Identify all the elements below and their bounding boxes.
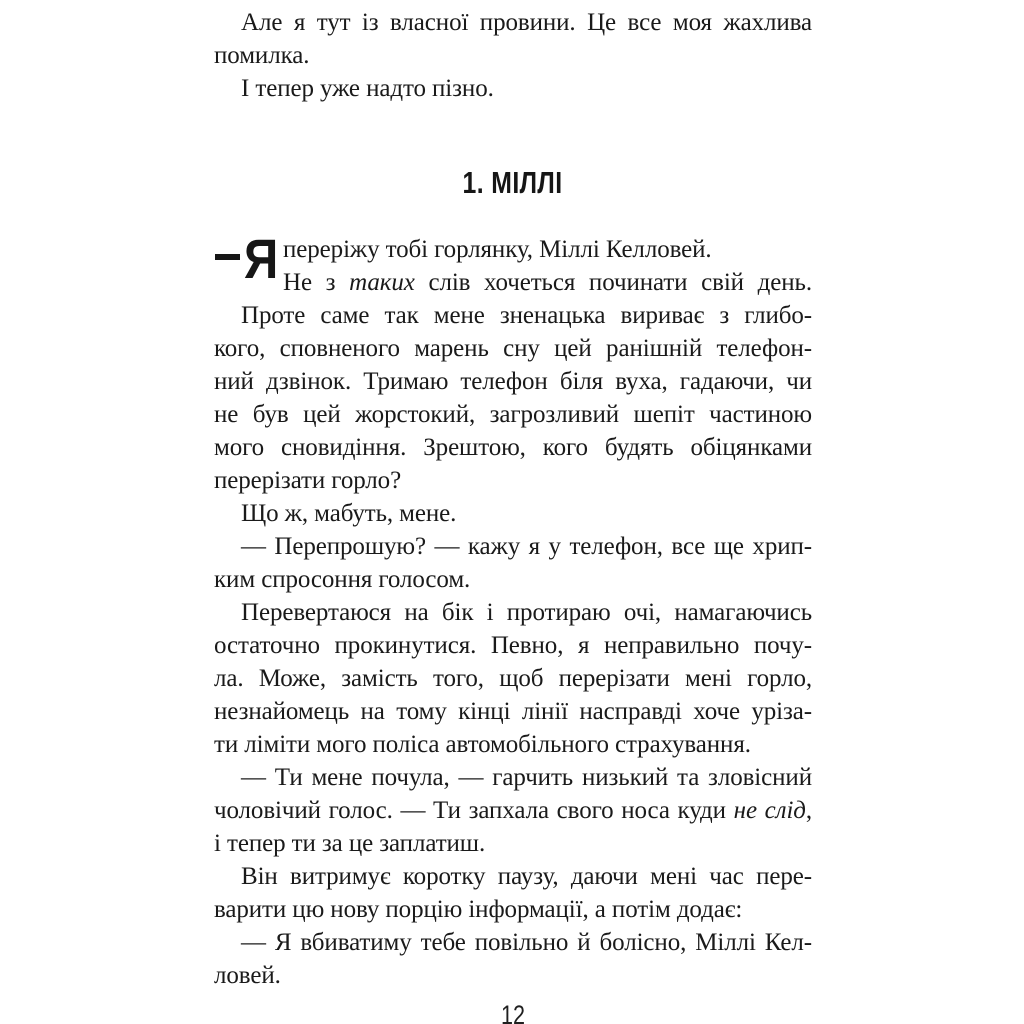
text-segment: — Ти мене почула, — гарчить низький та зловісний xyxy=(241,764,812,791)
text-line xyxy=(214,39,812,72)
text-line xyxy=(214,464,812,497)
text-line xyxy=(214,959,812,992)
text-line xyxy=(214,332,812,365)
text-line xyxy=(214,497,812,530)
main-text-block xyxy=(214,299,812,992)
text-line xyxy=(214,761,812,794)
text-line xyxy=(283,266,812,299)
text-segment: кого, сповненого марень сну цей ранішній телефон- xyxy=(214,335,812,362)
text-segment: Проте саме так мене зненацька вириває з глибо- xyxy=(241,302,812,329)
text-segment: Він витримує коротку паузу, даючи мені час пере- xyxy=(241,863,812,890)
text-segment: ким спросоння голосом. xyxy=(214,566,471,593)
em-dash xyxy=(215,254,240,260)
text-line xyxy=(214,728,812,761)
text-line xyxy=(214,6,812,39)
text-line xyxy=(214,695,812,728)
text-line xyxy=(214,629,812,662)
text-segment: Але я тут із власної провини. Це все моя жахлива xyxy=(241,9,812,36)
text-line xyxy=(214,431,812,464)
text-segment: не був цей жорстокий, загрозливий шепіт частиною xyxy=(214,401,812,428)
text-line xyxy=(214,893,812,926)
text-line xyxy=(214,827,812,860)
top-paragraph-block xyxy=(214,6,812,105)
chapter-heading xyxy=(214,166,812,200)
text-line xyxy=(214,662,812,695)
text-segment: перерізати горло? xyxy=(214,467,402,494)
text-segment: переріжу тобі горлянку, Міллі Келловей. xyxy=(283,236,712,263)
chapter-heading-text: 1. МІЛЛІ xyxy=(462,165,564,200)
text-line xyxy=(214,299,812,332)
text-segment: слів хочеться починати свій день. xyxy=(414,269,812,296)
text-segment: ний дзвінок. Тримаю телефон біля вуха, гадаючи, чи xyxy=(214,368,812,395)
text-line xyxy=(214,596,812,629)
text-segment: Не з xyxy=(283,269,350,296)
text-line xyxy=(214,860,812,893)
text-segment: варити цю нову порцію інформації, а потім додає: xyxy=(214,896,743,923)
text-segment: — Я вбиватиму тебе повільно й болісно, Міллі Кел- xyxy=(241,929,812,956)
page-number-text: 12 xyxy=(500,1000,526,1024)
italic-text-segment: не слід xyxy=(733,797,806,824)
text-line xyxy=(214,365,812,398)
text-segment: ла. Може, замість того, щоб перерізати мені горло, xyxy=(214,665,812,692)
italic-text-segment: таких xyxy=(349,269,415,296)
text-line xyxy=(283,233,812,266)
text-line xyxy=(214,398,812,431)
text-line xyxy=(214,926,812,959)
text-line xyxy=(214,794,812,827)
text-segment: І тепер уже надто пізно. xyxy=(241,75,494,102)
text-segment: чоловічий голос. — Ти запхала свого носа куди xyxy=(214,797,734,824)
text-segment: — Перепрошую? — кажу я у телефон, все ще хрип- xyxy=(241,533,812,560)
text-line xyxy=(214,563,812,596)
drop-cap xyxy=(214,227,283,299)
text-segment: помилка. xyxy=(214,42,310,69)
text-segment: мого сновидіння. Зрештою, кого будять обіцянками xyxy=(214,434,812,461)
text-segment: ловей. xyxy=(214,962,281,989)
text-column xyxy=(214,0,812,1024)
drop-cap-letter: Я xyxy=(244,227,279,290)
opening-paragraph xyxy=(214,227,812,299)
page-number xyxy=(214,999,812,1024)
text-line xyxy=(214,72,812,105)
text-segment: і тепер ти за це заплатиш. xyxy=(214,830,486,857)
text-segment: Що ж, мабуть, мене. xyxy=(241,500,457,527)
text-segment: остаточно прокинутися. Певно, я неправильно почу- xyxy=(214,632,812,659)
text-segment: незнайомець на тому кінці лінії насправді хоче уріза- xyxy=(214,698,812,725)
opening-lines xyxy=(283,233,812,299)
text-segment: Перевертаюся на бік і протираю очі, намагаючись xyxy=(241,599,812,626)
text-line xyxy=(214,530,812,563)
text-segment: ти ліміти мого поліса автомобільного страхування. xyxy=(214,731,751,758)
text-segment: , xyxy=(805,797,813,824)
